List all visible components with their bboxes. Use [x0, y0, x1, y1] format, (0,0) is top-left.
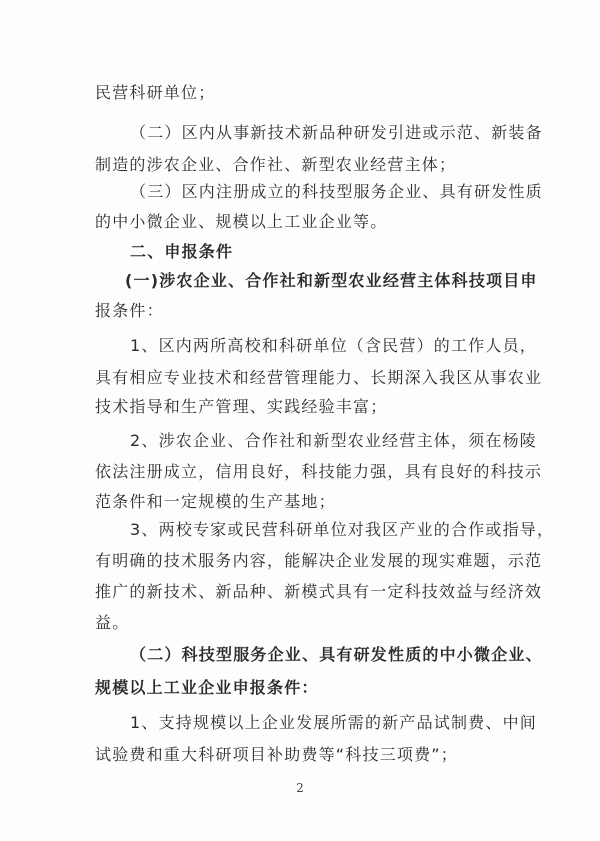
text-line-17: 推广的新技术、新品种、新模式具有一定科技效益与经济效: [95, 582, 543, 601]
text-line-2: （二）区内从事新技术新品种研发引进或示范、新装备: [130, 123, 543, 142]
text-line-16: 有明确的技术服务内容，能解决企业发展的现实难题，示范: [95, 551, 543, 570]
text-line-5: 的中小微企业、规模以上工业企业等。: [95, 212, 388, 231]
text-line-9: 1、区内两所高校和科研单位（含民营）的工作人员，: [130, 336, 537, 355]
subheading-2: （二）科技型服务企业、具有研发性质的中小微企业、: [130, 645, 543, 664]
text-line-13: 依法注册成立，信用良好，科技能力强，具有良好的科技示: [95, 462, 543, 481]
subheading-2-cont: 规模以上工业企业申报条件：: [95, 678, 319, 697]
text-line-11: 技术指导和生产管理、实践经验丰富；: [95, 397, 388, 416]
text-line-1: 民营科研单位；: [95, 83, 216, 102]
text-line-22: 试验费和重大科研项目补助费等“科技三项费”；: [95, 745, 458, 764]
subheading-1: (一)涉农企业、合作社和新型农业经营主体科技项目申: [125, 271, 538, 290]
text-line-12: 2、涉农企业、合作社和新型农业经营主体，须在杨陵: [130, 431, 537, 450]
text-line-15: 3、两校专家或民营科研单位对我区产业的合作或指导，: [130, 520, 555, 539]
text-line-3: 制造的涉农企业、合作社、新型农业经营主体；: [95, 155, 457, 174]
section-heading-2: 二、申报条件: [130, 242, 234, 261]
page-number: 2: [296, 781, 304, 795]
text-line-8: 报条件：: [95, 301, 164, 320]
text-line-10: 具有相应专业技术和经营管理能力、长期深入我区从事农业: [95, 368, 543, 387]
text-line-18: 益。: [95, 613, 130, 632]
text-line-4: （三）区内注册成立的科技型服务企业、具有研发性质: [130, 182, 543, 201]
text-line-21: 1、支持规模以上企业发展所需的新产品试制费、中间: [130, 713, 537, 732]
text-line-14: 范条件和一定规模的生产基地；: [95, 492, 336, 511]
